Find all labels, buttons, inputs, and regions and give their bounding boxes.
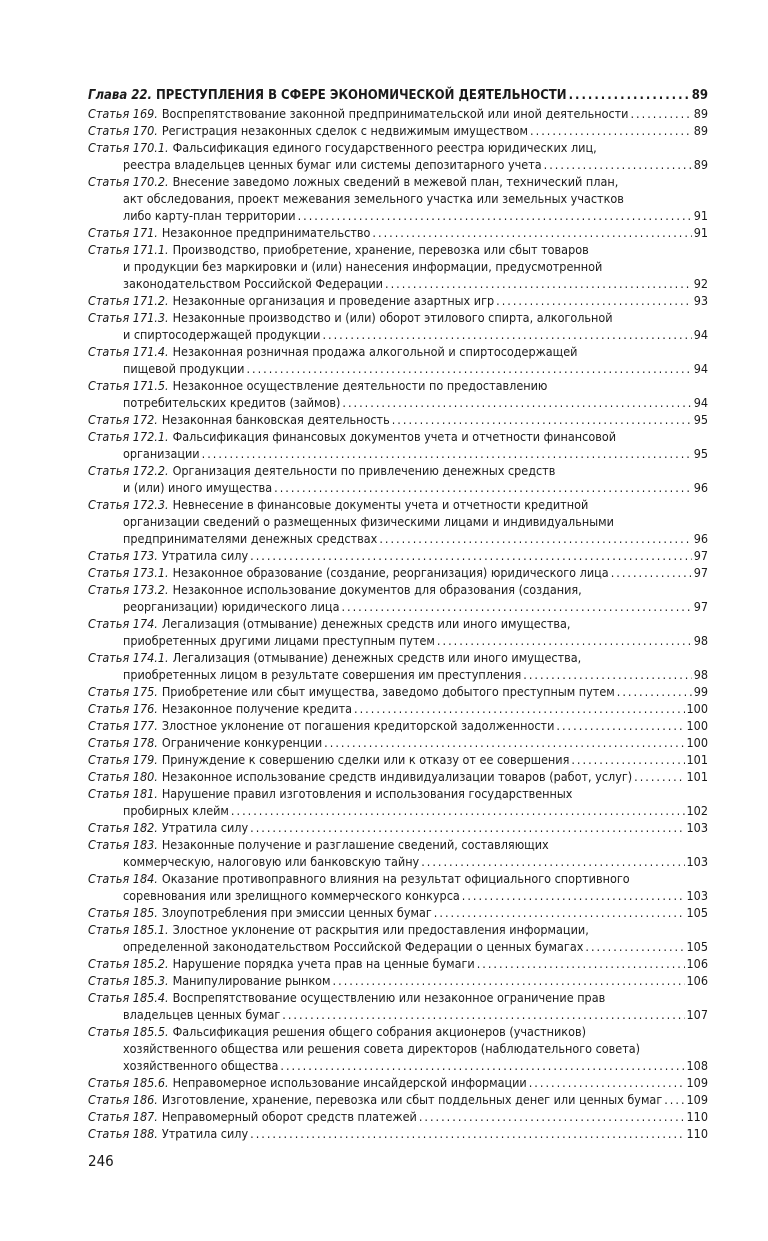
toc-entry-line: [88, 275, 708, 292]
leader-dots: [231, 802, 685, 819]
article-label: Статья 172.2.: [88, 463, 169, 478]
toc-entry-line: [88, 734, 708, 751]
article-title: Легализация (отмывание) денежных средств или иного имущества,: [161, 616, 571, 631]
article-page-number: 89: [693, 157, 708, 172]
article-title: Злостное уклонение от погашения кредиторской задолженности: [161, 718, 555, 733]
chapter-title: ПРЕСТУПЛЕНИЯ В СФЕРЕ ЭКОНОМИЧЕСКОЙ ДЕЯТЕЛЬНОСТИ: [156, 88, 567, 103]
article-page-number: 96: [693, 480, 708, 495]
article-page-number: 101: [686, 769, 708, 784]
toc-entry-line: [88, 428, 708, 445]
toc-entry-line: [88, 972, 708, 989]
leader-dots: [298, 207, 692, 224]
article-page-number: 105: [686, 939, 708, 954]
toc-entry: [88, 496, 708, 547]
toc-entry: [88, 547, 708, 564]
article-title: Незаконные получение и разглашение сведений, составляющих: [161, 837, 549, 852]
article-title: Незаконные производство и (или) оборот этилового спирта, алкогольной: [172, 310, 613, 325]
article-title: Приобретение или сбыт имущества, заведомо добытого преступным путем: [161, 684, 615, 699]
article-label: Статья 185.3.: [88, 973, 169, 988]
article-title: Злостное уклонение от раскрытия или предоставления информации,: [172, 922, 589, 937]
toc-entry-line: [88, 887, 708, 904]
leader-dots: [333, 972, 685, 989]
toc-entry: [88, 139, 708, 173]
article-title: Злоупотребления при эмиссии ценных бумаг: [161, 905, 432, 920]
article-page-number: 109: [686, 1092, 708, 1107]
article-title: Незаконное осуществление деятельности по предоставлению: [172, 378, 548, 393]
leader-dots: [544, 156, 692, 173]
article-title: приобретенных лицом в результате совершения им преступления: [123, 667, 522, 682]
leader-dots: [421, 853, 684, 870]
toc-entry-line: [88, 105, 708, 122]
article-title: Производство, приобретение, хранение, перевозка или сбыт товаров: [172, 242, 589, 257]
toc-entry: [88, 904, 708, 921]
toc-entry-line: [88, 1057, 708, 1074]
article-title: Воспрепятствование осуществлению или незаконное ограничение прав: [172, 990, 606, 1005]
toc-entry: [88, 309, 708, 343]
article-title: хозяйственного общества: [123, 1058, 279, 1073]
article-title: Фальсификация финансовых документов учета и отчетности финансовой: [172, 429, 617, 444]
toc-entry: [88, 989, 708, 1023]
leader-dots: [634, 768, 684, 785]
toc-entry: [88, 105, 708, 122]
leader-dots: [246, 360, 691, 377]
toc-entry-line: [88, 700, 708, 717]
article-title: владельцев ценных бумаг: [123, 1007, 281, 1022]
leader-dots: [571, 751, 684, 768]
article-title: потребительских кредитов (займов): [123, 395, 341, 410]
article-label: Статья 169.: [88, 106, 158, 121]
article-page-number: 100: [686, 718, 708, 733]
leader-dots: [611, 564, 692, 581]
article-title: Утратила силу: [161, 820, 249, 835]
article-page-number: 106: [686, 956, 708, 971]
toc-entry-line: [88, 1023, 708, 1040]
toc-entry-line: [88, 598, 708, 615]
leader-dots: [529, 1074, 685, 1091]
toc-entry-line: [88, 1108, 708, 1125]
article-title: Манипулирование рынком: [172, 973, 331, 988]
article-page-number: 110: [686, 1126, 708, 1141]
leader-dots: [556, 717, 684, 734]
article-label: Статья 173.2.: [88, 582, 169, 597]
toc-entry-line: [88, 581, 708, 598]
article-page-number: 100: [686, 735, 708, 750]
leader-dots: [250, 819, 684, 836]
article-page-number: 94: [693, 395, 708, 410]
article-page-number: 89: [693, 123, 708, 138]
leader-dots: [434, 904, 685, 921]
article-title: Незаконная розничная продажа алкогольной и спиртосодержащей: [172, 344, 578, 359]
toc-entry-line: [88, 632, 708, 649]
toc-entry-line: [88, 547, 708, 564]
toc-entries: [88, 105, 708, 1142]
leader-dots: [477, 955, 685, 972]
article-label: Статья 170.1.: [88, 140, 169, 155]
article-label: Статья 185.6.: [88, 1075, 169, 1090]
chapter-page-number: 89: [691, 88, 708, 103]
article-title: Незаконная банковская деятельность: [161, 412, 390, 427]
toc-entry-line: [88, 564, 708, 581]
article-page-number: 89: [693, 106, 708, 121]
toc-entry: [88, 700, 708, 717]
toc-entry: [88, 1125, 708, 1142]
toc-entry-line: [88, 462, 708, 479]
article-page-number: 101: [686, 752, 708, 767]
leader-dots: [324, 734, 684, 751]
toc-entry-line: [88, 1074, 708, 1091]
toc-entry-line: [88, 768, 708, 785]
article-title: и спиртосодержащей продукции: [123, 327, 321, 342]
toc-entry-line: [88, 360, 708, 377]
leader-dots: [617, 683, 692, 700]
toc-entry-line: [88, 326, 708, 343]
article-page-number: 95: [693, 446, 708, 461]
leader-dots: [530, 122, 692, 139]
article-label: Статья 185.4.: [88, 990, 169, 1005]
article-page-number: 107: [686, 1007, 708, 1022]
article-page-number: 100: [686, 701, 708, 716]
article-label: Статья 172.1.: [88, 429, 169, 444]
article-label: Статья 184.: [88, 871, 158, 886]
page-number: 246: [88, 1152, 114, 1170]
article-label: Статья 177.: [88, 718, 158, 733]
article-title: соревнования или зрелищного коммерческого конкурса: [123, 888, 460, 903]
leader-dots: [372, 224, 691, 241]
article-label: Статья 171.3.: [88, 310, 169, 325]
toc-entry: [88, 751, 708, 768]
leader-dots: [462, 887, 685, 904]
article-label: Статья 175.: [88, 684, 158, 699]
toc-entry-line: [88, 513, 708, 530]
toc-entry: [88, 122, 708, 139]
article-label: Статья 174.: [88, 616, 158, 631]
article-title: Невнесение в финансовые документы учета и отчетности кредитной: [172, 497, 589, 512]
article-label: Статья 183.: [88, 837, 158, 852]
article-label: Статья 172.: [88, 412, 158, 427]
toc-entry-line: [88, 938, 708, 955]
article-page-number: 94: [693, 327, 708, 342]
leader-dots: [250, 547, 692, 564]
article-title: Воспрепятствование законной предпринимательской или иной деятельности: [161, 106, 629, 121]
article-label: Статья 185.: [88, 905, 158, 920]
article-title: Внесение заведомо ложных сведений в межевой план, технический план,: [172, 174, 619, 189]
article-label: Статья 186.: [88, 1092, 158, 1107]
article-page-number: 93: [693, 293, 708, 308]
toc-entry-line: [88, 649, 708, 666]
toc-entry-line: [88, 1040, 708, 1057]
leader-dots: [274, 479, 692, 496]
article-page-number: 91: [693, 208, 708, 223]
toc-entry-line: [88, 394, 708, 411]
toc-entry-line: [88, 139, 708, 156]
chapter-label: Глава 22.: [88, 88, 152, 103]
article-label: Статья 171.4.: [88, 344, 169, 359]
article-page-number: 102: [686, 803, 708, 818]
toc-entry: [88, 870, 708, 904]
leader-dots: [250, 1125, 684, 1142]
toc-entry: [88, 377, 708, 411]
leader-dots: [354, 700, 685, 717]
toc-entry-line: [88, 666, 708, 683]
article-title: и продукции без маркировки и (или) нанесения информации, предусмотренной: [123, 259, 603, 274]
article-label: Статья 188.: [88, 1126, 158, 1141]
article-title: Легализация (отмывание) денежных средств или иного имущества,: [172, 650, 582, 665]
article-title: законодательством Российской Федерации: [123, 276, 383, 291]
toc-entry: [88, 241, 708, 292]
article-title: организации сведений о размещенных физическими лицами и индивидуальными: [123, 514, 614, 529]
article-label: Статья 173.: [88, 548, 158, 563]
article-title: Изготовление, хранение, перевозка или сбыт поддельных денег или ценных бумаг: [161, 1092, 663, 1107]
article-label: Статья 176.: [88, 701, 158, 716]
toc-entry-line: [88, 615, 708, 632]
toc-entry: [88, 785, 708, 819]
article-page-number: 106: [686, 973, 708, 988]
toc-entry: [88, 343, 708, 377]
toc-entry-line: [88, 1006, 708, 1023]
toc-entry: [88, 717, 708, 734]
article-title: Утратила силу: [161, 548, 249, 563]
toc-entry: [88, 224, 708, 241]
article-label: Статья 171.2.: [88, 293, 169, 308]
toc-entry: [88, 581, 708, 615]
leader-dots: [664, 1091, 684, 1108]
toc-entry-line: [88, 343, 708, 360]
article-page-number: 103: [686, 888, 708, 903]
toc-entry: [88, 819, 708, 836]
toc-entry-line: [88, 836, 708, 853]
toc-entry-line: [88, 479, 708, 496]
article-page-number: 95: [693, 412, 708, 427]
toc-entry-line: [88, 853, 708, 870]
article-label: Статья 185.2.: [88, 956, 169, 971]
toc-entry-line: [88, 802, 708, 819]
article-label: Статья 179.: [88, 752, 158, 767]
article-title: Фальсификация решения общего собрания акционеров (участников): [172, 1024, 586, 1039]
leader-dots: [496, 292, 692, 309]
article-label: Статья 173.1.: [88, 565, 169, 580]
toc-entry: [88, 462, 708, 496]
article-title: Фальсификация единого государственного реестра юридических лиц,: [172, 140, 597, 155]
toc-entry: [88, 411, 708, 428]
article-page-number: 94: [693, 361, 708, 376]
leader-dots: [202, 445, 692, 462]
leader-dots: [341, 598, 691, 615]
article-title: Оказание противоправного влияния на результат официального спортивного: [161, 871, 630, 886]
table-of-contents: [88, 86, 708, 1142]
article-title: Нарушение порядка учета прав на ценные бумаги: [172, 956, 475, 971]
toc-entry-line: [88, 717, 708, 734]
article-label: Статья 185.1.: [88, 922, 169, 937]
toc-entry-line: [88, 819, 708, 836]
toc-entry-line: [88, 921, 708, 938]
toc-entry: [88, 649, 708, 683]
article-label: Статья 180.: [88, 769, 158, 784]
toc-entry-line: [88, 224, 708, 241]
toc-entry-line: [88, 751, 708, 768]
article-label: Статья 182.: [88, 820, 158, 835]
article-label: Статья 170.2.: [88, 174, 169, 189]
article-page-number: 96: [693, 531, 708, 546]
article-page-number: 99: [693, 684, 708, 699]
article-title: пробирных клейм: [123, 803, 229, 818]
toc-entry-line: [88, 1125, 708, 1142]
toc-entry: [88, 921, 708, 955]
toc-entry-line: [88, 207, 708, 224]
article-label: Статья 170.: [88, 123, 158, 138]
article-page-number: 108: [686, 1058, 708, 1073]
leader-dots: [322, 326, 691, 343]
toc-entry-line: [88, 989, 708, 1006]
chapter-heading: [88, 86, 708, 105]
toc-entry-line: [88, 258, 708, 275]
toc-entry-line: [88, 1091, 708, 1108]
article-title: Ограничение конкуренции: [161, 735, 323, 750]
article-label: Статья 185.5.: [88, 1024, 169, 1039]
toc-entry: [88, 836, 708, 870]
article-page-number: 103: [686, 854, 708, 869]
toc-entry: [88, 428, 708, 462]
toc-entry-line: [88, 683, 708, 700]
toc-entry-line: [88, 173, 708, 190]
toc-entry: [88, 972, 708, 989]
article-title: Организация деятельности по привлечению денежных средств: [172, 463, 556, 478]
leader-dots: [342, 394, 691, 411]
article-title: Неправомерное использование инсайдерской информации: [172, 1075, 527, 1090]
article-page-number: 98: [693, 667, 708, 682]
article-title: хозяйственного общества или решения совета директоров (наблюдательного совета): [123, 1041, 641, 1056]
article-page-number: 97: [693, 565, 708, 580]
article-title: реестра владельцев ценных бумаг или системы депозитарного учета: [123, 157, 542, 172]
leader-dots: [379, 530, 691, 547]
article-label: Статья 171.: [88, 225, 158, 240]
article-page-number: 97: [693, 599, 708, 614]
article-title: Нарушение правил изготовления и использования государственных: [161, 786, 573, 801]
article-label: Статья 172.3.: [88, 497, 169, 512]
article-title: коммерческую, налоговую или банковскую тайну: [123, 854, 420, 869]
article-title: Утратила силу: [161, 1126, 249, 1141]
toc-entry-line: [88, 122, 708, 139]
article-title: реорганизации) юридического лица: [123, 599, 340, 614]
leader-dots: [282, 1006, 684, 1023]
leader-dots: [569, 86, 690, 105]
toc-entry: [88, 615, 708, 649]
leader-dots: [437, 632, 692, 649]
toc-entry-line: [88, 785, 708, 802]
toc-entry: [88, 173, 708, 224]
article-label: Статья 174.1.: [88, 650, 169, 665]
toc-entry: [88, 1108, 708, 1125]
article-label: Статья 171.5.: [88, 378, 169, 393]
toc-entry-line: [88, 241, 708, 258]
article-title: Незаконные организация и проведение азартных игр: [172, 293, 495, 308]
toc-entry: [88, 292, 708, 309]
toc-entry-line: [88, 411, 708, 428]
toc-entry: [88, 1023, 708, 1074]
article-page-number: 91: [693, 225, 708, 240]
leader-dots: [523, 666, 691, 683]
article-title: акт обследования, проект межевания земельного участка или земельных участков: [123, 191, 624, 206]
toc-entry-line: [88, 955, 708, 972]
article-title: Незаконное образование (создание, реорганизация) юридического лица: [172, 565, 609, 580]
article-page-number: 92: [693, 276, 708, 291]
article-title: Незаконное получение кредита: [161, 701, 353, 716]
article-title: Неправомерный оборот средств платежей: [161, 1109, 417, 1124]
toc-entry-line: [88, 377, 708, 394]
article-title: либо карту-план территории: [123, 208, 296, 223]
article-page-number: 103: [686, 820, 708, 835]
leader-dots: [630, 105, 691, 122]
article-page-number: 105: [686, 905, 708, 920]
leader-dots: [280, 1057, 684, 1074]
leader-dots: [392, 411, 692, 428]
article-title: и (или) иного имущества: [123, 480, 273, 495]
toc-entry: [88, 683, 708, 700]
article-page-number: 98: [693, 633, 708, 648]
article-title: организации: [123, 446, 200, 461]
toc-entry-line: [88, 309, 708, 326]
article-page-number: 109: [686, 1075, 708, 1090]
article-title: приобретенных другими лицами преступным путем: [123, 633, 435, 648]
toc-entry: [88, 1074, 708, 1091]
leader-dots: [419, 1108, 685, 1125]
article-title: Незаконное использование средств индивидуализации товаров (работ, услуг): [161, 769, 633, 784]
article-label: Статья 171.1.: [88, 242, 169, 257]
toc-entry-line: [88, 156, 708, 173]
article-label: Статья 181.: [88, 786, 158, 801]
toc-entry: [88, 955, 708, 972]
toc-entry: [88, 564, 708, 581]
article-label: Статья 178.: [88, 735, 158, 750]
article-title: Принуждение к совершению сделки или к отказу от ее совершения: [161, 752, 570, 767]
toc-entry-line: [88, 870, 708, 887]
article-label: Статья 187.: [88, 1109, 158, 1124]
toc-entry-line: [88, 530, 708, 547]
toc-entry-line: [88, 190, 708, 207]
article-title: определенной законодательством Российской Федерации о ценных бумагах: [123, 939, 584, 954]
toc-entry-line: [88, 445, 708, 462]
toc-entry-line: [88, 292, 708, 309]
toc-entry: [88, 1091, 708, 1108]
toc-entry: [88, 768, 708, 785]
toc-entry-line: [88, 904, 708, 921]
leader-dots: [385, 275, 692, 292]
toc-entry: [88, 734, 708, 751]
article-page-number: 110: [686, 1109, 708, 1124]
toc-entry-line: [88, 496, 708, 513]
article-title: Незаконное предпринимательство: [161, 225, 371, 240]
article-page-number: 97: [693, 548, 708, 563]
article-title: Незаконное использование документов для образования (создания,: [172, 582, 582, 597]
article-title: предпринимателями денежных средствах: [123, 531, 378, 546]
article-title: Регистрация незаконных сделок с недвижимым имуществом: [161, 123, 529, 138]
leader-dots: [585, 938, 684, 955]
article-title: пищевой продукции: [123, 361, 245, 376]
